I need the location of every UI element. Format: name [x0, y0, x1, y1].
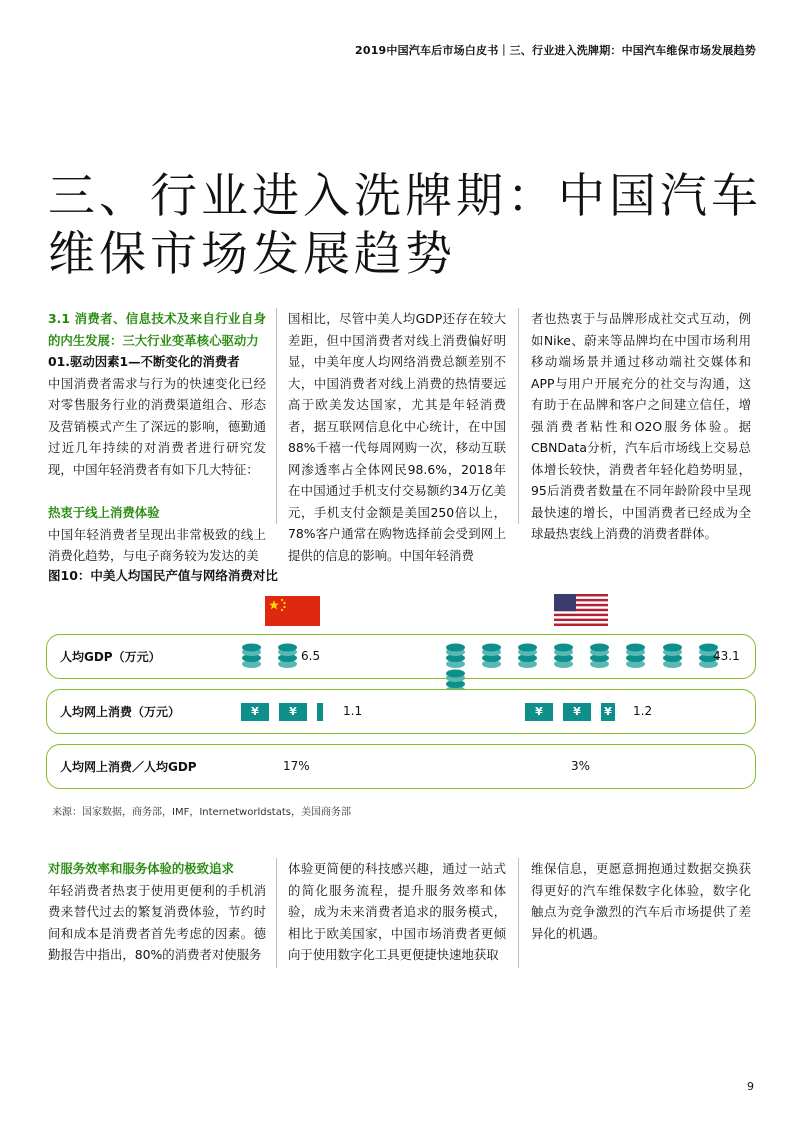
lower-col1-paragraph: 年轻消费者热衷于使用更便利的手机消费来替代过去的繁复消费体验，节约时间和成本是消费者首先考虑的因素。德勤报告中指出，80%的消费者对使服务: [48, 882, 266, 962]
page-title: [48, 168, 768, 284]
lower-col2-paragraph: 体验更简便的科技感兴趣，通过一站式的简化服务流程，提升服务效率和体验，成为未来消费者追求的服务模式，相比于欧美国家，中国市场消费者更倾向于使用数字化工具更便捷快速地获取: [288, 861, 506, 962]
lower-col3-paragraph: 维保信息，更愿意拥抱通过数据交换获得更好的汽车维保数字化体验，数字化触点为竞争激烈的汽车后市场提供了差异化的机遇。: [531, 861, 751, 941]
page-number: 9: [747, 1080, 754, 1093]
coin-stack-icon: [277, 643, 298, 669]
coin-stack-icon: [517, 643, 538, 669]
china-yen-icons: [241, 703, 323, 731]
section-heading: 3.1 消费者、信息技术及来自行业自身的内生发展：三大行业变革核心驱动力: [48, 311, 266, 348]
text-column-2: [288, 308, 506, 566]
column-divider: [276, 858, 277, 968]
coin-stack-icon: [481, 643, 502, 669]
figure-title: 图10：中美人均国民产值与网络消费对比: [48, 568, 278, 583]
coin-stack-icon: [625, 643, 646, 669]
column-divider: [276, 308, 277, 524]
yen-icon: ¥: [563, 703, 591, 721]
lower-column-3: [531, 858, 751, 944]
yen-icon: ¥: [601, 703, 615, 721]
driver-heading: 01.驱动因素1—不断变化的消费者: [48, 354, 240, 369]
text-column-1: [48, 308, 266, 567]
column-divider: [518, 858, 519, 968]
china-gdp-coins: [241, 643, 308, 671]
text-column-3: [531, 308, 751, 545]
lower-column-1: [48, 858, 266, 966]
service-heading: 对服务效率和服务体验的极致追求: [48, 861, 234, 876]
coin-stack-icon: [553, 643, 574, 669]
us-flag-icon: [554, 594, 608, 626]
coin-stack-icon: [241, 643, 262, 669]
us-gdp-coins: [445, 643, 755, 671]
online-paragraph: 中国年轻消费者呈现出非常极致的线上消费化趋势，与电子商务较为发达的美: [48, 526, 266, 563]
china-ratio-value: 17%: [283, 759, 310, 773]
coin-stack-icon: [662, 643, 683, 669]
page-header: 2019中国汽车后市场白皮书｜三、行业进入洗牌期：中国汽车维保市场发展趋势: [354, 44, 756, 57]
ratio-row: [46, 744, 756, 789]
intro-paragraph: 中国消费者需求与行为的快速变化已经对零售服务行业的消费渠道组合、形态及营销模式产生了深远的影响，德勤通过近几年持续的对消费者进行研究发现，中国年轻消费者有如下几大特征：: [48, 375, 266, 477]
china-spend-value: 1.1: [343, 704, 363, 718]
gdp-row: [46, 634, 756, 679]
column-divider: [518, 308, 519, 524]
subheading-online: 热衷于线上消费体验: [48, 505, 160, 520]
online-spend-label: 人均网上消费（万元）: [60, 705, 181, 719]
yen-icon: ¥: [525, 703, 553, 721]
yen-icon: ¥: [279, 703, 307, 721]
ratio-label: 人均网上消费／人均GDP: [60, 760, 197, 774]
gdp-label: 人均GDP（万元）: [60, 650, 161, 664]
us-gdp-value: 43.1: [713, 649, 740, 663]
col3-paragraph: 者也热衷于与品牌形成社交式互动，例如Nike、蔚来等品牌均在中国市场利用移动端场景并通过移动端社交媒体和APP与用户开展充分的社交与沟通，这有助于在品牌和客户之间建立信任，增强消费者粘性和O2O服务体验。据CBNData分析，汽车后市场线上交易总体增长较快，消费者年轻化趋势明显，95后消费者数量在不同年龄阶段中呈现最快速的增长，中国消费者已经成为全球最热衷线上消费的消费者群体。: [531, 311, 751, 541]
yen-icon: [317, 703, 323, 721]
online-spend-row: [46, 689, 756, 734]
coin-stack-icon: [445, 643, 466, 669]
figure-source: 来源：国家数据，商务部，IMF，Internetworldstats，美国商务部: [52, 807, 351, 818]
title-line-1: 三、行业进入洗牌期：中国汽车: [48, 169, 762, 224]
title-line-2: 维保市场发展趋势: [48, 227, 456, 282]
us-ratio-value: 3%: [571, 759, 591, 773]
yen-icon: ¥: [241, 703, 269, 721]
us-spend-value: 1.2: [633, 704, 653, 718]
china-flag-icon: [265, 596, 320, 626]
china-gdp-value: 6.5: [301, 649, 321, 663]
col2-paragraph: 国相比，尽管中美人均GDP还存在较大差距，但中国消费者对线上消费偏好明显，中美年度人均网络消费总额差别不大，中国消费者对线上消费的热情要远高于欧美发达国家，尤其是年轻消费者，据互联网信息化中心统计，在中国88%千禧一代每周网购一次，移动互联网渗透率占全体网民98.6%，2018年在中国通过手机支付交易额约34万亿美元，手机支付金额是美国250倍以上，78%客户通常在购物选择前会受到网上提供的信息的影响。中国年轻消费: [288, 311, 506, 563]
lower-column-2: [288, 858, 506, 966]
us-yen-icons: [525, 703, 615, 731]
coin-stack-icon: [589, 643, 610, 669]
